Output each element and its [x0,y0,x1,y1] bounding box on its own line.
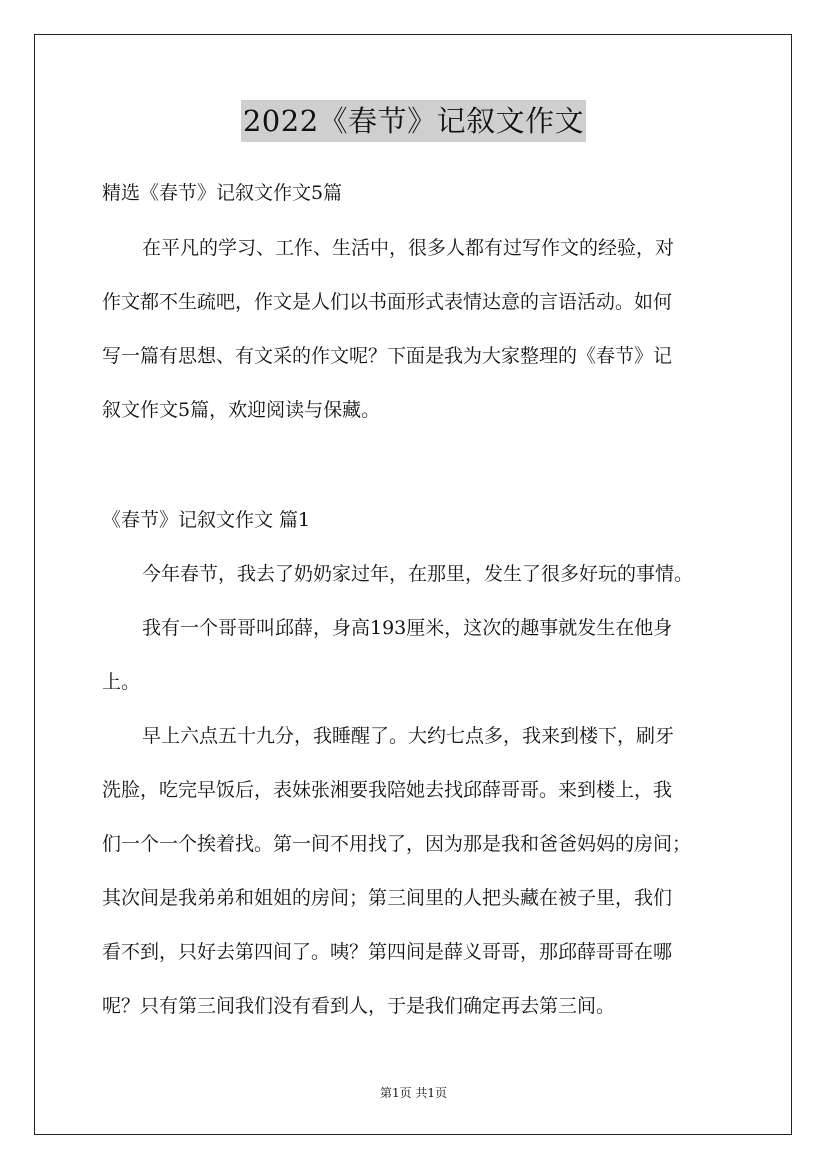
body-line-6: 们一个一个挨着找。第一间不用找了，因为那是我和爸爸妈妈的房间； [102,833,692,855]
document-title: 2022《春节》记叙文作文 [241,100,586,142]
body-line-2: 我有一个哥哥叫邱薛，身高193厘米，这次的趣事就发生在他身 [142,617,673,639]
intro-line-3: 写一篇有思想、有文采的作文呢？下面是我为大家整理的《春节》记 [102,345,673,367]
intro-line-2: 作文都不生疏吧，作文是人们以书面形式表情达意的言语活动。如何 [102,291,673,313]
body-line-3: 上。 [102,671,141,693]
body-line-5: 洗脸，吃完早饭后，表妹张湘要我陪她去找邱薛哥哥。来到楼上，我 [102,779,673,801]
intro-line-1: 在平凡的学习、工作、生活中，很多人都有过写作文的经验，对 [142,237,675,259]
body-line-9: 呢？只有第三间我们没有看到人，于是我们确定再去第三间。 [102,995,616,1017]
body-line-1: 今年春节，我去了奶奶家过年，在那里，发生了很多好玩的事情。 [142,563,694,585]
body-line-7: 其次间是我弟弟和姐姐的房间；第三间里的人把头藏在被子里，我们 [102,887,673,909]
page-footer: 第1页 共1页 [379,1086,448,1100]
section-heading: 《春节》记叙文作文 篇1 [102,509,311,531]
body-line-4: 早上六点五十九分，我睡醒了。大约七点多，我来到楼下，刷牙 [142,725,675,747]
intro-line-4: 叙文作文5篇，欢迎阅读与保藏。 [102,399,381,421]
body-line-8: 看不到，只好去第四间了。咦？第四间是薛义哥哥，那邱薛哥哥在哪 [102,941,673,963]
document-title-wrapper [0,100,827,142]
document-subtitle: 精选《春节》记叙文作文5篇 [102,182,343,204]
